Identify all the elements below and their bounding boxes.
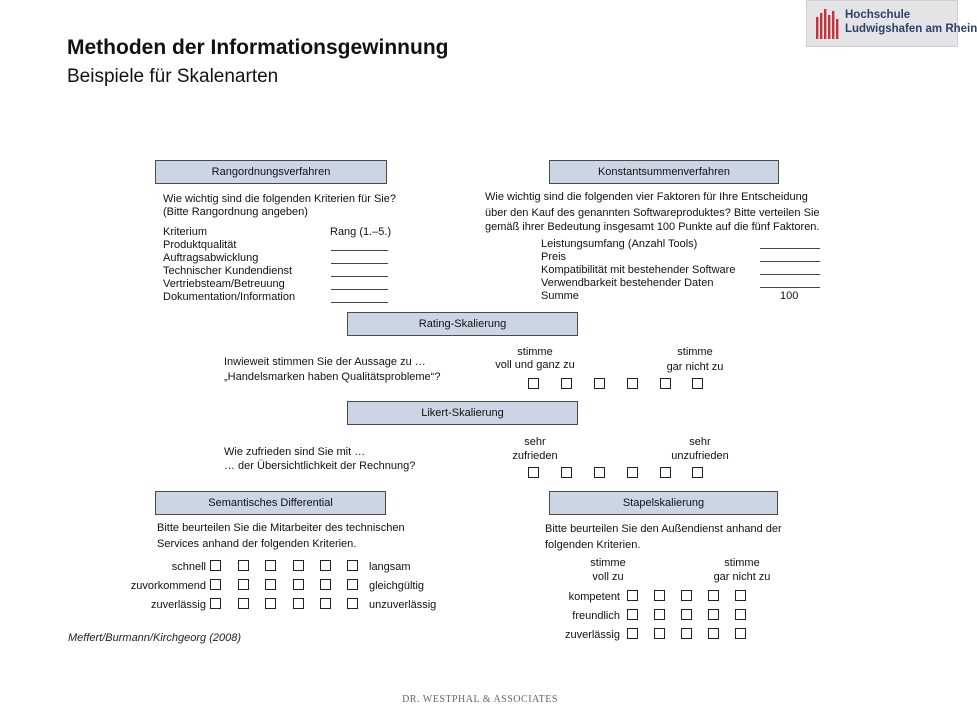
- semantic-checkbox[interactable]: [210, 598, 221, 609]
- rating-left-anchor-1: stimme: [517, 346, 553, 358]
- page-subtitle: Beispiele für Skalenarten: [67, 66, 279, 87]
- rangordnung-question-2: (Bitte Rangordnung angeben): [163, 206, 308, 218]
- semantic-checkbox[interactable]: [238, 560, 249, 571]
- semantic-checkbox[interactable]: [320, 560, 331, 571]
- semantic-checkbox[interactable]: [293, 598, 304, 609]
- stapel-row-label: freundlich: [572, 610, 620, 622]
- likert-left-anchor-2: zufrieden: [512, 450, 558, 462]
- rating-checkbox[interactable]: [594, 378, 605, 389]
- rating-box: Rating-Skalierung: [347, 312, 578, 336]
- semantic-checkbox[interactable]: [347, 579, 358, 590]
- likert-question-1: Wie zufrieden sind Sie mit …: [224, 446, 366, 458]
- likert-checkbox[interactable]: [594, 467, 605, 478]
- logo-text-line2: Ludwigshafen am Rhein: [845, 23, 977, 35]
- likert-question-2: … der Übersichtlichkeit der Rechnung?: [224, 460, 416, 472]
- semantic-checkbox[interactable]: [265, 579, 276, 590]
- points-answer-line[interactable]: [760, 274, 820, 275]
- logo-mark-icon: [815, 7, 841, 41]
- semantic-checkbox[interactable]: [347, 598, 358, 609]
- semantisch-question-2: Services anhand der folgenden Kriterien.: [157, 538, 357, 550]
- semantisch-right-label: unzuverlässig: [369, 599, 437, 611]
- konstantsumme-item: Kompatibilität mit bestehender Software: [541, 264, 736, 276]
- likert-box: Likert-Skalierung: [347, 401, 578, 425]
- rating-right-anchor-2: gar nicht zu: [666, 361, 724, 373]
- konstantsumme-box: Konstantsummenverfahren: [549, 160, 779, 184]
- likert-left-anchor-1: sehr: [524, 436, 546, 448]
- rating-checkbox[interactable]: [627, 378, 638, 389]
- rangordnung-item: Dokumentation/Information: [163, 291, 296, 303]
- stapel-checkbox[interactable]: [735, 590, 746, 601]
- rating-checkbox[interactable]: [561, 378, 572, 389]
- stapel-left-anchor-1: stimme: [590, 557, 626, 569]
- stapel-question-2: folgenden Kriterien.: [545, 539, 641, 551]
- semantisch-left-label: zuverlässig: [150, 599, 206, 611]
- semantisch-right-label: langsam: [369, 561, 411, 573]
- points-answer-line[interactable]: [760, 248, 820, 249]
- rangordnung-item: Produktqualität: [163, 239, 237, 251]
- rating-question-2: „Handelsmarken haben Qualitätsprobleme“?: [224, 371, 441, 383]
- footer: DR. WESTPHAL & ASSOCIATES: [402, 694, 558, 705]
- rank-answer-line[interactable]: [331, 263, 388, 264]
- logo-text-line1: Hochschule: [845, 9, 911, 21]
- points-answer-line[interactable]: [760, 261, 820, 262]
- konstantsumme-sum-value: 100: [780, 290, 799, 302]
- stapel-checkbox[interactable]: [654, 590, 665, 601]
- rating-checkbox[interactable]: [660, 378, 671, 389]
- likert-checkbox[interactable]: [627, 467, 638, 478]
- stapel-checkbox[interactable]: [627, 628, 638, 639]
- stapel-checkbox[interactable]: [627, 590, 638, 601]
- rangordnung-question-1: Wie wichtig sind die folgenden Kriterien für Sie?: [163, 193, 396, 205]
- rangordnung-box: Rangordnungsverfahren: [155, 160, 387, 184]
- stapel-question-1: Bitte beurteilen Sie den Außendienst anhand der: [545, 523, 782, 535]
- rangordnung-item: Technischer Kundendienst: [163, 265, 293, 277]
- stapel-box: Stapelskalierung: [549, 491, 778, 515]
- likert-right-anchor-2: unzufrieden: [671, 450, 729, 462]
- konstantsumme-question-1: Wie wichtig sind die folgenden vier Faktoren für Ihre Entscheidung: [485, 191, 808, 203]
- rangordnung-item: Auftragsabwicklung: [163, 252, 259, 264]
- rating-question-1: Inwieweit stimmen Sie der Aussage zu …: [224, 356, 426, 368]
- stapel-row-label: zuverlässig: [564, 629, 620, 641]
- konstantsumme-question-2: über den Kauf des genannten Softwareproduktes? Bitte verteilen Sie: [485, 207, 820, 219]
- stapel-left-anchor-2: voll zu: [592, 571, 624, 583]
- semantisch-left-label: schnell: [171, 561, 206, 573]
- semantic-checkbox[interactable]: [265, 598, 276, 609]
- stapel-checkbox[interactable]: [681, 609, 692, 620]
- konstantsumme-item: Leistungsumfang (Anzahl Tools): [541, 238, 698, 250]
- konstantsumme-question-3: gemäß ihrer Bedeutung insgesamt 100 Punkte auf die fünf Faktoren.: [485, 221, 820, 233]
- semantic-checkbox[interactable]: [293, 579, 304, 590]
- stapel-checkbox[interactable]: [654, 609, 665, 620]
- semantic-checkbox[interactable]: [320, 579, 331, 590]
- likert-checkbox[interactable]: [692, 467, 703, 478]
- rangordnung-col-kriterium: Kriterium: [163, 226, 208, 238]
- stapel-checkbox[interactable]: [708, 609, 719, 620]
- rank-answer-line[interactable]: [331, 289, 388, 290]
- page-title: Methoden der Informationsgewinnung: [67, 36, 449, 59]
- rank-answer-line[interactable]: [331, 276, 388, 277]
- semantic-checkbox[interactable]: [293, 560, 304, 571]
- rating-checkbox[interactable]: [692, 378, 703, 389]
- semantic-checkbox[interactable]: [210, 579, 221, 590]
- konstantsumme-sum-label: Summe: [541, 290, 579, 302]
- likert-checkbox[interactable]: [528, 467, 539, 478]
- rank-answer-line[interactable]: [331, 250, 388, 251]
- stapel-checkbox[interactable]: [735, 609, 746, 620]
- rating-checkbox[interactable]: [528, 378, 539, 389]
- semantic-checkbox[interactable]: [347, 560, 358, 571]
- likert-right-anchor-1: sehr: [689, 436, 711, 448]
- citation: Meffert/Burmann/Kirchgeorg (2008): [68, 632, 242, 644]
- stapel-right-anchor-2: gar nicht zu: [713, 571, 771, 583]
- semantic-checkbox[interactable]: [238, 579, 249, 590]
- rangordnung-item: Vertriebsteam/Betreuung: [163, 278, 285, 290]
- stapel-row-label: kompetent: [568, 591, 620, 603]
- rating-left-anchor-2: voll und ganz zu: [495, 359, 575, 371]
- semantisch-box: Semantisches Differential: [155, 491, 386, 515]
- konstantsumme-item: Verwendbarkeit bestehender Daten: [541, 277, 714, 289]
- university-logo: [806, 0, 977, 47]
- stapel-right-anchor-1: stimme: [724, 557, 760, 569]
- stapel-checkbox[interactable]: [708, 628, 719, 639]
- stapel-checkbox[interactable]: [681, 628, 692, 639]
- stapel-checkbox[interactable]: [708, 590, 719, 601]
- semantic-checkbox[interactable]: [210, 560, 221, 571]
- semantisch-left-label: zuvorkommend: [130, 580, 206, 592]
- stapel-checkbox[interactable]: [654, 628, 665, 639]
- likert-checkbox[interactable]: [561, 467, 572, 478]
- rating-right-anchor-1: stimme: [677, 346, 713, 358]
- stapel-checkbox[interactable]: [735, 628, 746, 639]
- semantisch-right-label: gleichgültig: [369, 580, 425, 592]
- konstantsumme-item: Preis: [541, 251, 567, 263]
- rank-answer-line[interactable]: [331, 302, 388, 303]
- semantic-checkbox[interactable]: [238, 598, 249, 609]
- semantisch-question-1: Bitte beurteilen Sie die Mitarbeiter des technischen: [157, 522, 405, 534]
- stapel-checkbox[interactable]: [627, 609, 638, 620]
- semantic-checkbox[interactable]: [265, 560, 276, 571]
- likert-checkbox[interactable]: [660, 467, 671, 478]
- stapel-checkbox[interactable]: [681, 590, 692, 601]
- rangordnung-col-rang: Rang (1.–5.): [330, 226, 392, 238]
- semantic-checkbox[interactable]: [320, 598, 331, 609]
- points-answer-line[interactable]: [760, 287, 820, 288]
